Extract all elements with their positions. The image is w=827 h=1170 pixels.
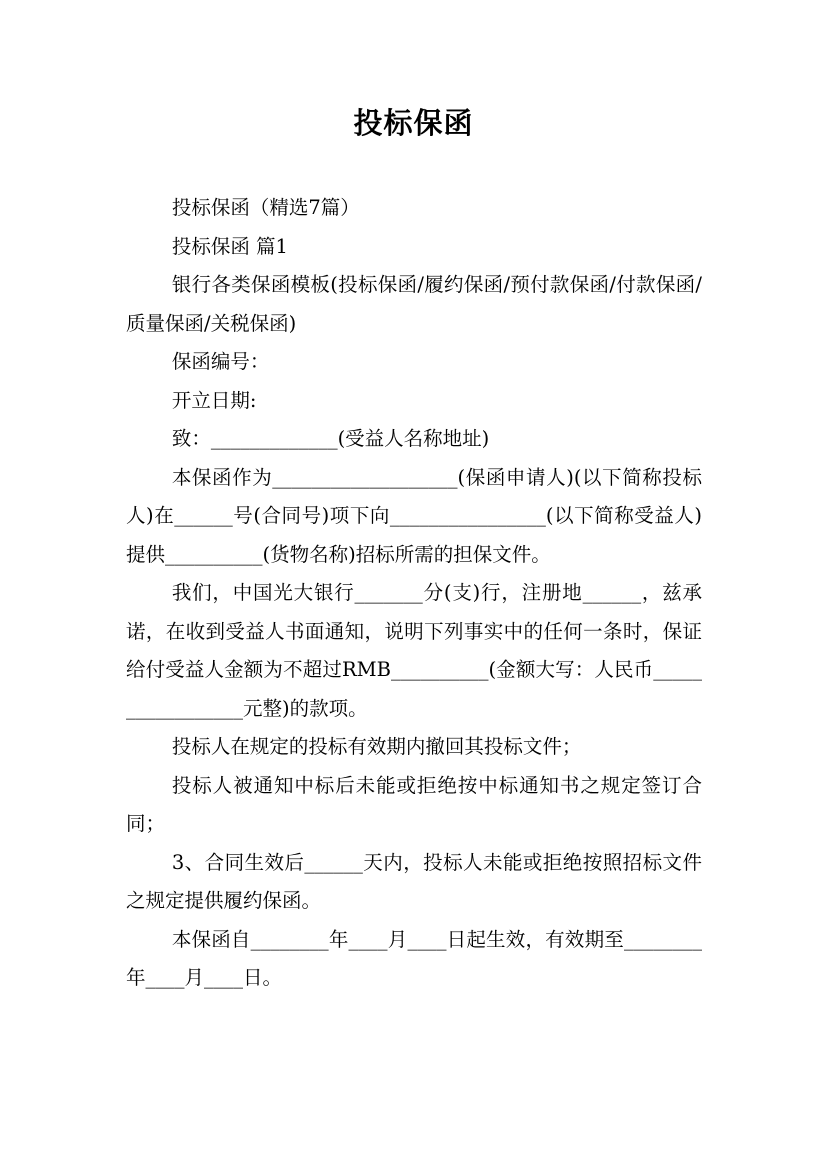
document-body bbox=[126, 189, 702, 998]
paragraph-condition-withdraw: 投标人在规定的投标有效期内撤回其投标文件； bbox=[171, 735, 582, 758]
paragraph-bank-commitment: 我们，中国光大银行_______分(支)行，注册地______，兹承诺，在收到受益人书面通知，说明下列事实中的任何一条时，保证给付受益人金额为不超过RMB__________(金额大写：人民币_________________元整)的款项。 bbox=[126, 581, 702, 720]
paragraph-template-types: 银行各类保函模板(投标保函/履约保函/预付款保函/付款保函/质量保函/关税保函) bbox=[126, 273, 702, 335]
paragraph-validity-period: 本保函自________年____月____日起生效，有效期至________年____月____日。 bbox=[126, 927, 702, 989]
paragraph-issue-date: 开立日期: bbox=[171, 388, 257, 412]
paragraph-subtitle: 投标保函（精选7篇） bbox=[171, 196, 360, 219]
paragraph-condition-performance-bond: 3、合同生效后______天内，投标人未能或拒绝按照招标文件之规定提供履约保函。 bbox=[126, 850, 702, 912]
document-title: 投标保函 bbox=[353, 106, 474, 140]
paragraph-condition-refuse-contract: 投标人被通知中标后未能或拒绝按中标通知书之规定签订合同； bbox=[126, 773, 702, 835]
paragraph-purpose: 本保函作为___________________(保函申请人)(以下简称投标人)在______号(合同号)项下向________________(以下简称受益人)提供__________(货物名称)招标所需的担保文件。 bbox=[126, 465, 702, 566]
paragraph-section-heading: 投标保函 篇1 bbox=[171, 234, 288, 258]
paragraph-addressee: 致：_____________(受益人名称地址) bbox=[171, 427, 490, 450]
paragraph-guarantee-number: 保函编号： bbox=[171, 350, 270, 373]
